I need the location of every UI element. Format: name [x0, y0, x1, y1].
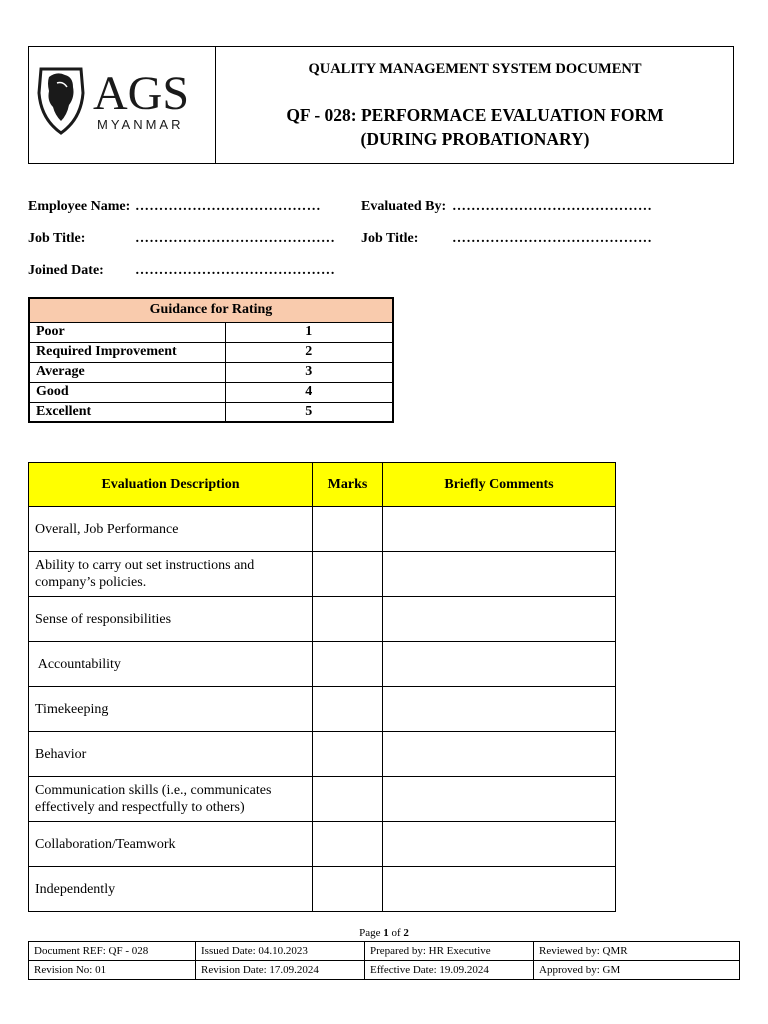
employee-name-label: Employee Name: [28, 199, 131, 214]
table-row [29, 642, 616, 687]
table-row [29, 867, 616, 912]
page-number [0, 927, 768, 939]
rating-value: 1 [225, 322, 393, 342]
header-subtitle: QUALITY MANAGEMENT SYSTEM DOCUMENT [308, 61, 642, 77]
marks-cell[interactable] [313, 777, 383, 822]
table-row [29, 732, 616, 777]
comments-cell[interactable] [383, 597, 616, 642]
evaluation-criterion: Accountability [29, 642, 313, 687]
evaluation-criterion: Timekeeping [29, 687, 313, 732]
marks-cell[interactable] [313, 507, 383, 552]
rating-row [29, 342, 393, 362]
evaluated-by-label: Evaluated By: [361, 199, 447, 214]
evaluation-criterion: Collaboration/Teamwork [29, 822, 313, 867]
table-row [29, 597, 616, 642]
comments-cell[interactable] [383, 552, 616, 597]
table-row [29, 822, 616, 867]
effective-date: Effective Date: 19.09.2024 [365, 961, 534, 980]
prepared-by: Prepared by: HR Executive [365, 942, 534, 961]
rating-row [29, 362, 393, 382]
rating-label: Excellent [29, 402, 225, 422]
comments-cell[interactable] [383, 732, 616, 777]
marks-cell[interactable] [313, 822, 383, 867]
comments-cell[interactable] [383, 777, 616, 822]
document-header [28, 46, 734, 164]
rating-row [29, 322, 393, 342]
comments-cell[interactable] [383, 507, 616, 552]
table-row [29, 552, 616, 597]
revision-date: Revision Date: 17.09.2024 [196, 961, 365, 980]
marks-cell[interactable] [313, 642, 383, 687]
lion-shield-icon [37, 63, 207, 137]
approved-by: Approved by: GM [534, 961, 740, 980]
rating-label: Required Improvement [29, 342, 225, 362]
header-briefly-comments: Briefly Comments [383, 463, 616, 507]
page-of: of [388, 927, 404, 939]
rating-row [29, 382, 393, 402]
rating-label: Average [29, 362, 225, 382]
rating-label: Poor [29, 322, 225, 342]
evaluation-criterion: Behavior [29, 732, 313, 777]
joined-date-label: Joined Date: [28, 263, 104, 278]
employee-name-field[interactable]: ………………………………… [135, 199, 321, 214]
document-ref: Document REF: QF - 028 [29, 942, 196, 961]
rating-guidance-title: Guidance for Rating [29, 298, 393, 322]
table-row [29, 687, 616, 732]
header-marks: Marks [313, 463, 383, 507]
marks-cell[interactable] [313, 732, 383, 777]
form-title-line1: QF - 028: PERFORMACE EVALUATION FORM [286, 105, 664, 125]
page-prefix: Page [359, 927, 384, 939]
svg-text:MYANMAR: MYANMAR [97, 117, 184, 132]
evaluation-criterion: Communication skills (i.e., communicates effectively and respectfully to others) [29, 777, 313, 822]
issued-date: Issued Date: 04.10.2023 [196, 942, 365, 961]
job-title-label: Job Title: [28, 231, 86, 246]
rating-row [29, 402, 393, 422]
page-total: 2 [403, 927, 409, 939]
evaluator-job-title-label: Job Title: [361, 231, 419, 246]
table-row [29, 777, 616, 822]
joined-date-field[interactable]: …………………………………… [135, 263, 336, 278]
revision-no: Revision No: 01 [29, 961, 196, 980]
form-title-line2: (DURING PROBATIONARY) [360, 129, 590, 149]
comments-cell[interactable] [383, 867, 616, 912]
evaluation-criterion: Overall, Job Performance [29, 507, 313, 552]
table-row [29, 507, 616, 552]
comments-cell[interactable] [383, 822, 616, 867]
rating-value: 5 [225, 402, 393, 422]
document-control-footer [28, 941, 740, 980]
marks-cell[interactable] [313, 867, 383, 912]
svg-text:AGS: AGS [93, 67, 190, 120]
rating-label: Good [29, 382, 225, 402]
evaluator-job-title-field[interactable]: …………………………………… [452, 231, 653, 246]
reviewed-by: Reviewed by: QMR [534, 942, 740, 961]
evaluation-criterion: Ability to carry out set instructions and company’s policies. [29, 552, 313, 597]
marks-cell[interactable] [313, 687, 383, 732]
rating-value: 3 [225, 362, 393, 382]
marks-cell[interactable] [313, 597, 383, 642]
evaluation-criterion: Independently [29, 867, 313, 912]
job-title-field[interactable]: …………………………………… [135, 231, 336, 246]
page-current: 1 [383, 927, 389, 939]
evaluation-table [28, 462, 616, 912]
evaluation-criterion: Sense of responsibilities [29, 597, 313, 642]
rating-value: 4 [225, 382, 393, 402]
rating-guidance-table [28, 297, 394, 423]
evaluated-by-field[interactable]: …………………………………… [452, 199, 653, 214]
header-evaluation-description: Evaluation Description [29, 463, 313, 507]
rating-value: 2 [225, 342, 393, 362]
comments-cell[interactable] [383, 687, 616, 732]
marks-cell[interactable] [313, 552, 383, 597]
comments-cell[interactable] [383, 642, 616, 687]
ags-logo [37, 63, 207, 137]
